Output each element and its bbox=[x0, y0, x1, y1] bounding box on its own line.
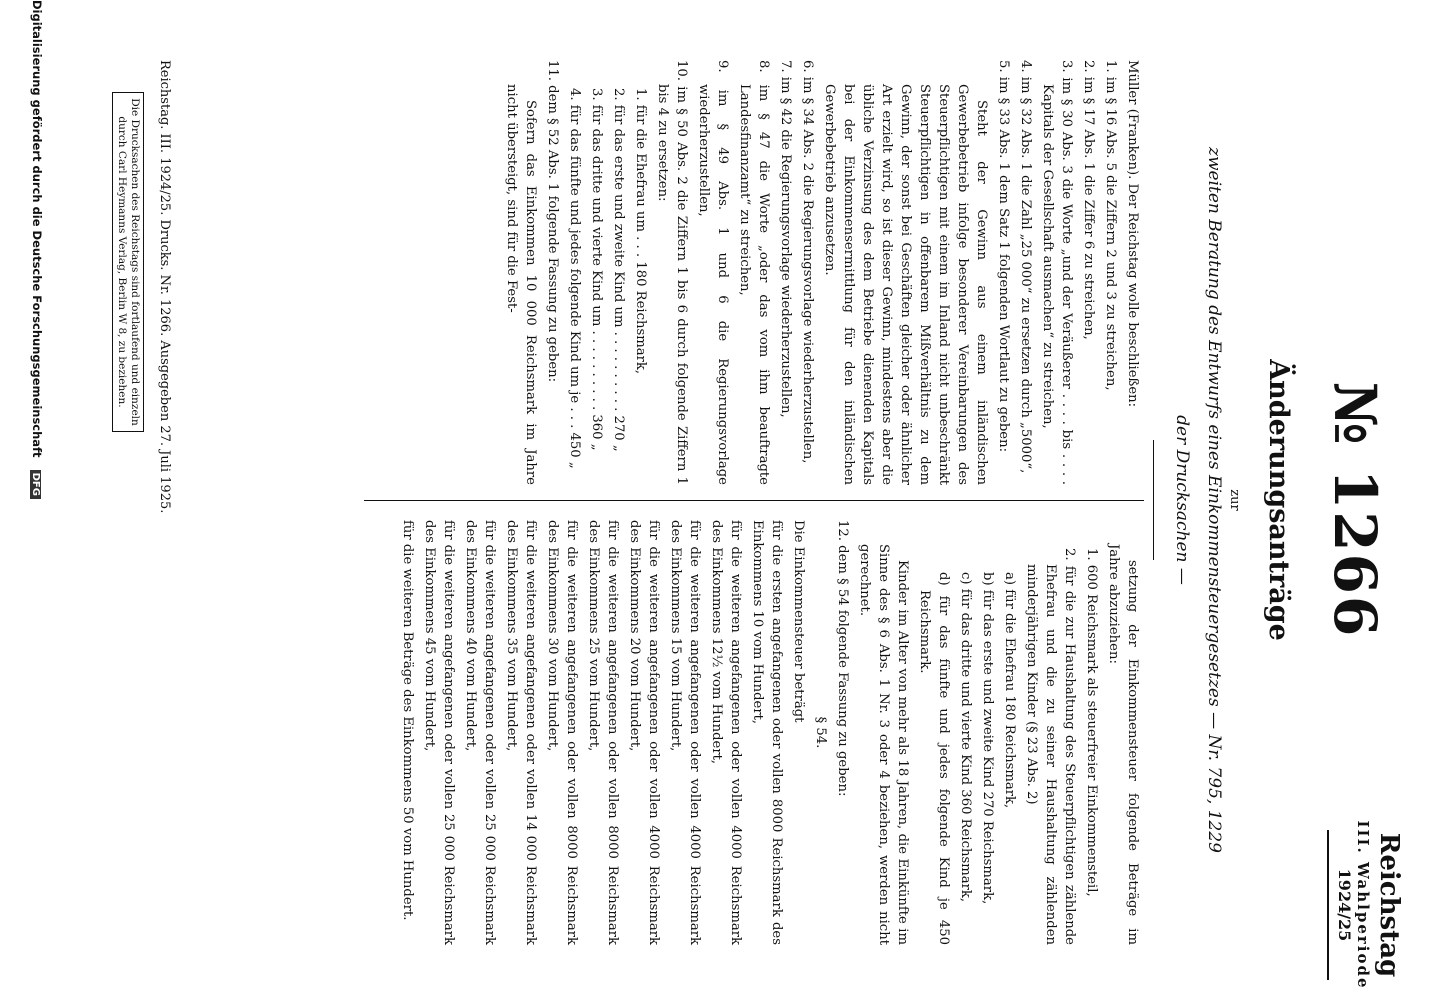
right-column bbox=[395, 520, 1142, 945]
paragraph: 3. im § 30 Abs. 3 die Worte „und der Veräußerer . . . . bis . . . . Kapitals der Gesellschaft ausmachen“ zu streichen, bbox=[1040, 60, 1074, 485]
page-title: Änderungsanträge bbox=[1263, 359, 1294, 641]
page-subtitle: zweiten Beratung des Entwurfs eines Einkommensteuergesetzes — Nr. 795, 1229 bbox=[1204, 147, 1224, 853]
paragraph: Die Einkommensteuer beträgt bbox=[791, 520, 806, 723]
footer-line: Reichstag. III. 1924/25. Drucks. Nr. 1266. Ausgegeben 27. Juli 1925. bbox=[157, 60, 172, 514]
years-label: 1924/25 bbox=[1335, 868, 1354, 942]
paragraph: für die weiteren angefangenen oder vollen 25 000 Reichsmark des Einkommens 40 vom Hundert, bbox=[463, 520, 497, 945]
paragraph: 1. im § 16 Abs. 5 die Ziffern 2 und 3 zu streichen, bbox=[1103, 60, 1118, 391]
paragraph: 1. 600 Reichsmark als steuerfreier Einkommensteil, bbox=[1084, 548, 1099, 897]
paragraph: 7. im § 42 die Regierungsvorlage wiederherzustellen, bbox=[778, 60, 793, 418]
paragraph: 12. dem § 54 folgende Fassung zu geben: bbox=[835, 520, 850, 797]
column-divider bbox=[364, 500, 1144, 501]
paragraph: Steht der Gewinn aus einem inländischen Gewerbebetrieb infolge besonderer Vereinbarungen des Steuerpflichtigen mit einem im Inland nicht unbeschränkt Steuerpflichtigen in offenbarem Mißverhältnis zu dem Gewinn, der sonst bei Geschäften gleicher oder ähnlicher Art erzielt wird, so ist dieser Gewinn, mindestens aber die übliche Verzinsung des dem Betriebe dienenden Kapitals bei der Einkommensermittlung für den inländischen Gewerbebetrieb anzusetzen. bbox=[822, 84, 989, 485]
paragraph: 9. im § 49 Abs. 1 und 6 die Regierungsvorlage wiederherzustellen, bbox=[696, 60, 730, 485]
reichstag-header bbox=[1327, 820, 1404, 990]
paragraph: § 54. bbox=[813, 716, 828, 749]
paragraph: 2. für das erste und zweite Kind um . . . . . . . . . . 270 „ bbox=[611, 88, 626, 452]
paragraph: setzung der Einkommensteuer folgende Beträge im Jahre abzuziehen: bbox=[1106, 544, 1140, 945]
paragraph: für die weiteren angefangenen oder vollen 4000 Reichsmark des Einkommens 20 vom Hundert, bbox=[627, 520, 661, 945]
paragraph: 6. im § 34 Abs. 2 die Regierungsvorlage wiederherzustellen, bbox=[800, 60, 815, 464]
paragraph: Müller (Franken). Der Reichstag wolle beschließen: bbox=[1125, 60, 1140, 408]
paragraph: 1. für die Ehefrau um . . . 180 Reichsmark, bbox=[633, 88, 648, 375]
title-connector: zur bbox=[1227, 489, 1242, 511]
paragraph: 3. für das dritte und vierte Kind um . . . . . . . . . . 360 „ bbox=[589, 88, 604, 451]
paragraph: 4. im § 32 Abs. 1 die Zahl „25 000“ zu ersetzen durch „5000“, bbox=[1018, 60, 1033, 474]
wahlperiode-label: III. Wahlperiode bbox=[1354, 820, 1372, 990]
paragraph: 2. im § 17 Abs. 1 die Ziffer 6 zu streichen, bbox=[1081, 60, 1096, 340]
publisher-note: Die Drucksachen des Reichstags sind fortlaufend und einzeln durch Carl Heymanns Verlag, Berlin W 8, zu beziehen. bbox=[112, 92, 144, 432]
document-number: № 1266 bbox=[1321, 381, 1389, 639]
paragraph: 10. im § 50 Abs. 2 die Ziffern 1 bis 6 durch folgende Ziffern 1 bis 4 zu ersetzen: bbox=[655, 60, 689, 485]
paragraph: für die ersten angefangenen oder vollen 8000 Reichsmark des Einkommens 10 vom Hundert, bbox=[750, 520, 784, 945]
dfg-logo: DFG bbox=[30, 470, 41, 499]
paragraph: a) für die Ehefrau 180 Reichsmark, bbox=[1002, 572, 1017, 809]
digitization-text: Digitalisierung gefördert durch die Deutsche Forschungsgemeinschaft bbox=[30, 0, 44, 458]
paragraph: Sofern das Einkommen 10 000 Reichsmark im Jahre nicht übersteigt, sind für die Fest- bbox=[504, 84, 538, 485]
left-column bbox=[499, 60, 1142, 485]
paragraph: 8. im § 47 die Worte „oder das vom ihm beauftragte Landesfinanzamt“ zu streichen, bbox=[737, 60, 771, 485]
digitization-note bbox=[30, 0, 44, 1000]
paragraph: 11. dem § 52 Abs. 1 folgende Fassung zu geben: bbox=[545, 60, 560, 383]
page-subtitle-2: der Drucksachen — bbox=[1172, 415, 1192, 585]
paragraph: für die weiteren Beträge des Einkommens 50 vom Hundert. bbox=[400, 520, 415, 921]
paragraph: 5. im § 33 Abs. 1 dem Satz 1 folgenden Wortlaut zu geben: bbox=[996, 60, 1011, 453]
reichstag-label: Reichstag bbox=[1374, 832, 1404, 978]
title-rule bbox=[1153, 440, 1154, 560]
header-rule bbox=[1327, 830, 1329, 980]
paragraph: d) für das fünfte und jedes folgende Kind je 450 Reichsmark. bbox=[917, 572, 951, 945]
paragraph: c) für das dritte und vierte Kind 360 Reichsmark, bbox=[958, 572, 973, 903]
paragraph: für die weiteren angefangenen oder vollen 4000 Reichsmark des Einkommens 12½ vom Hundert, bbox=[709, 520, 743, 945]
paragraph: für die weiteren angefangenen oder vollen 4000 Reichsmark des Einkommens 15 vom Hundert, bbox=[668, 520, 702, 945]
paragraph: 4. für das fünfte und jedes folgende Kind um je . . . 450 „ bbox=[567, 88, 582, 469]
paragraph: für die weiteren angefangenen oder vollen 25 000 Reichsmark des Einkommens 45 vom Hundert, bbox=[422, 520, 456, 945]
paragraph: für die weiteren angefangenen oder vollen 8000 Reichsmark des Einkommens 25 vom Hundert, bbox=[586, 520, 620, 945]
paragraph: b) für das erste und zweite Kind 270 Reichsmark, bbox=[980, 572, 995, 905]
paragraph: für die weiteren angefangenen oder vollen 8000 Reichsmark des Einkommens 30 vom Hundert, bbox=[545, 520, 579, 945]
paragraph: für die weiteren angefangenen oder vollen 14 000 Reichsmark des Einkommens 35 vom Hundert, bbox=[504, 520, 538, 945]
paragraph: Kinder im Alter von mehr als 18 Jahren, die Einkünfte im Sinne des § 6 Abs. 1 Nr. 3 oder 4 beziehen, werden nicht gerechnet. bbox=[857, 544, 910, 945]
paragraph: 2. für die zur Haushaltung des Steuerpflichtigen zählende Ehefrau und die zu seiner Haushaltung zählenden minderjährigen Kinder (§ 23 Abs. 2) bbox=[1024, 548, 1077, 945]
